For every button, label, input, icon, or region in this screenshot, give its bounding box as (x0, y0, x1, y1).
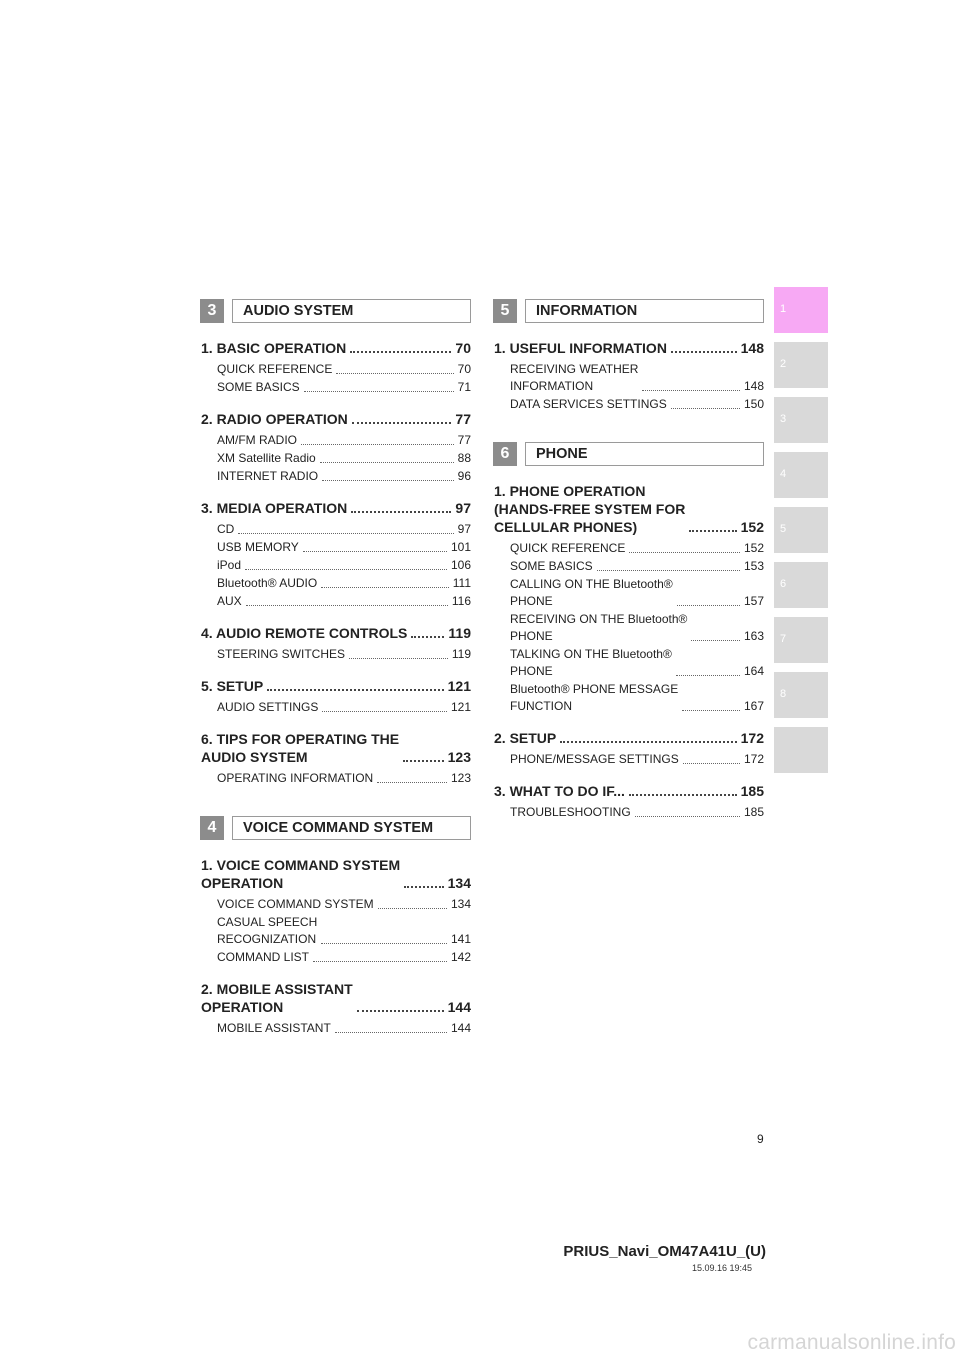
dot-leader (335, 1032, 447, 1033)
chapter-page: 148 (740, 340, 764, 356)
chapter-title: 2. SETUP (494, 730, 557, 746)
topic-title: CASUAL SPEECH RECOGNIZATION (217, 915, 318, 946)
section-title: AUDIO SYSTEM (243, 303, 354, 319)
topic-title: PHONE/MESSAGE SETTINGS (510, 752, 679, 766)
topic-title: SOME BASICS (510, 559, 593, 573)
section-number-badge: 4 (200, 816, 224, 840)
topic-title: USB MEMORY (217, 540, 299, 554)
topic-title: STEERING SWITCHES (217, 647, 346, 661)
section-title-box (232, 816, 471, 840)
chapter-entry[interactable] (493, 782, 764, 800)
topic-entry[interactable] (510, 361, 764, 395)
section-tab-blank[interactable] (774, 727, 828, 773)
topic-page: 164 (743, 664, 764, 678)
chapter-title: 6. TIPS FOR OPERATING THE AUDIO SYSTEM (201, 731, 400, 765)
chapter-title: 3. WHAT TO DO IF... (494, 783, 625, 799)
topic-title: DATA SERVICES SETTINGS (510, 397, 667, 411)
section-spacer (200, 788, 471, 816)
topic-page: 185 (743, 805, 764, 819)
topic-title: RECEIVING WEATHER INFORMATION (510, 362, 639, 393)
dot-leader (304, 391, 454, 392)
dot-leader (689, 530, 736, 532)
dot-leader (303, 551, 447, 552)
topic-entry[interactable] (510, 804, 764, 821)
section-tab-5[interactable] (774, 507, 828, 553)
topic-title: INTERNET RADIO (217, 469, 319, 483)
dot-leader (629, 794, 737, 796)
topic-page: 134 (450, 897, 471, 911)
dot-leader (321, 943, 447, 944)
topic-entry[interactable] (510, 646, 764, 680)
section-tab-3[interactable] (774, 397, 828, 443)
tab-number: 5 (780, 523, 787, 535)
section-tab-1[interactable] (774, 287, 828, 333)
topic-entry[interactable] (217, 1020, 471, 1037)
topic-entry[interactable] (217, 361, 471, 378)
chapter-page: 134 (447, 875, 471, 891)
topic-entry[interactable] (510, 396, 764, 413)
topic-page: 163 (743, 629, 764, 643)
section-title-box (525, 299, 764, 323)
section-number-badge: 6 (493, 442, 517, 466)
topic-title: VOICE COMMAND SYSTEM (217, 897, 374, 911)
dot-leader (313, 961, 447, 962)
topic-title: OPERATING INFORMATION (217, 771, 374, 785)
topic-page: 153 (743, 559, 764, 573)
topic-entry[interactable] (217, 379, 471, 396)
section-title-box (232, 299, 471, 323)
topic-page: 119 (451, 647, 471, 661)
chapter-entry[interactable] (493, 482, 764, 536)
topic-entry[interactable] (217, 539, 471, 556)
topic-page: 152 (743, 541, 764, 555)
chapter-title: 1. BASIC OPERATION (201, 340, 347, 356)
section-number-badge: 3 (200, 299, 224, 323)
chapter-entry[interactable] (200, 410, 471, 428)
dot-leader (321, 587, 449, 588)
dot-leader (677, 605, 740, 606)
topic-page: 77 (457, 433, 471, 447)
topic-entry[interactable] (217, 575, 471, 592)
toc-column-right (493, 299, 764, 822)
chapter-entry[interactable] (200, 499, 471, 517)
topic-entry[interactable] (510, 540, 764, 557)
topic-page: 172 (743, 752, 764, 766)
dot-leader (411, 636, 444, 638)
topic-title: iPod (217, 558, 242, 572)
chapter-page: 185 (740, 783, 764, 799)
section-tab-8[interactable] (774, 672, 828, 718)
dot-leader (403, 760, 444, 762)
dot-leader (267, 689, 443, 691)
topic-title: MOBILE ASSISTANT (217, 1021, 331, 1035)
topic-title: SOME BASICS (217, 380, 300, 394)
chapter-title: 1. VOICE COMMAND SYSTEM OPERATION (201, 857, 401, 891)
dot-leader (635, 816, 740, 817)
topic-page: 116 (451, 594, 471, 608)
topic-page: 71 (457, 380, 471, 394)
chapter-title: 4. AUDIO REMOTE CONTROLS (201, 625, 408, 641)
topic-title: CALLING ON THE Bluetooth® PHONE (510, 577, 673, 608)
section-tab-4[interactable] (774, 452, 828, 498)
chapter-page: 144 (447, 999, 471, 1015)
chapter-title: 2. RADIO OPERATION (201, 411, 348, 427)
dot-leader (671, 351, 737, 353)
topic-title: XM Satellite Radio (217, 451, 316, 465)
dot-leader (691, 640, 740, 641)
topic-page: 96 (457, 469, 471, 483)
topic-page: 142 (450, 950, 471, 964)
topic-entry[interactable] (217, 468, 471, 485)
dot-leader (320, 462, 454, 463)
dot-leader (352, 422, 452, 424)
chapter-entry[interactable] (200, 339, 471, 357)
topic-entry[interactable] (217, 432, 471, 449)
topic-title: AUDIO SETTINGS (217, 700, 319, 714)
topic-title: CD (217, 522, 235, 536)
topic-title: QUICK REFERENCE (217, 362, 333, 376)
section-spacer (493, 414, 764, 442)
chapter-page: 97 (455, 500, 471, 516)
topic-entry[interactable] (217, 896, 471, 913)
topic-page: 97 (457, 522, 471, 536)
topic-title: TROUBLESHOOTING (510, 805, 631, 819)
topic-entry[interactable] (510, 576, 764, 610)
dot-leader (357, 1010, 444, 1012)
chapter-entry[interactable] (493, 729, 764, 747)
dot-leader (597, 570, 740, 571)
section-tabs (774, 287, 828, 782)
dot-leader (349, 658, 448, 659)
topic-entry[interactable] (217, 914, 471, 948)
tab-number: 8 (780, 688, 787, 700)
topic-page: 167 (743, 699, 764, 713)
dot-leader (322, 480, 454, 481)
tab-number: 1 (780, 303, 787, 315)
section-header (200, 299, 471, 323)
topic-page: 70 (457, 362, 471, 376)
section-number-badge: 5 (493, 299, 517, 323)
dot-leader (682, 710, 740, 711)
tab-number: 4 (780, 468, 787, 480)
chapter-title: 1. PHONE OPERATION (HANDS-FREE SYSTEM FOR CELLULAR PHONES) (494, 483, 686, 535)
topic-entry[interactable] (217, 593, 471, 610)
topic-title: AUX (217, 594, 242, 608)
page-number: 9 (757, 1132, 764, 1146)
tab-number: 3 (780, 413, 787, 425)
section-header (493, 442, 764, 466)
section-header (200, 816, 471, 840)
dot-leader (351, 511, 451, 513)
topic-title: RECEIVING ON THE Bluetooth® PHONE (510, 612, 688, 643)
topic-entry[interactable] (217, 450, 471, 467)
section-tab-2[interactable] (774, 342, 828, 388)
tab-number: 2 (780, 358, 787, 370)
section-title: INFORMATION (536, 303, 638, 319)
tab-number: 6 (780, 578, 787, 590)
topic-entry[interactable] (217, 521, 471, 538)
topic-title: COMMAND LIST (217, 950, 310, 964)
document-timestamp: 15.09.16 19:45 (691, 1263, 752, 1273)
toc-column-left (200, 299, 471, 1038)
chapter-title: 2. MOBILE ASSISTANT OPERATION (201, 981, 353, 1015)
dot-leader (671, 408, 740, 409)
topic-entry[interactable] (217, 949, 471, 966)
dot-leader (245, 569, 447, 570)
topic-page: 88 (457, 451, 471, 465)
chapter-entry[interactable] (493, 339, 764, 357)
dot-leader (676, 675, 740, 676)
document-code: PRIUS_Navi_OM47A41U_(U) (563, 1243, 766, 1260)
topic-entry[interactable] (217, 770, 471, 787)
topic-page: 101 (450, 540, 471, 554)
topic-title: Bluetooth® PHONE MESSAGE FUNCTION (510, 682, 679, 713)
dot-leader (377, 782, 447, 783)
dot-leader (683, 763, 740, 764)
topic-entry[interactable] (510, 681, 764, 715)
chapter-title: 5. SETUP (201, 678, 264, 694)
dot-leader (642, 390, 740, 391)
topic-entry[interactable] (510, 611, 764, 645)
chapter-page: 172 (740, 730, 764, 746)
chapter-page: 152 (740, 519, 764, 535)
topic-entry[interactable] (217, 557, 471, 574)
section-header (493, 299, 764, 323)
topic-page: 111 (452, 576, 471, 590)
chapter-page: 123 (447, 749, 471, 765)
dot-leader (378, 908, 447, 909)
section-title-box (525, 442, 764, 466)
section-tab-7[interactable] (774, 617, 828, 663)
chapter-page: 77 (455, 411, 471, 427)
topic-title: QUICK REFERENCE (510, 541, 626, 555)
dot-leader (322, 711, 447, 712)
topic-page: 150 (743, 397, 764, 411)
topic-page: 148 (743, 379, 764, 393)
chapter-entry[interactable] (200, 677, 471, 695)
dot-leader (629, 552, 740, 553)
topic-entry[interactable] (217, 646, 471, 663)
chapter-entry[interactable] (200, 730, 471, 766)
dot-leader (350, 351, 451, 353)
topic-page: 141 (450, 932, 471, 946)
dot-leader (238, 533, 453, 534)
chapter-entry[interactable] (200, 624, 471, 642)
topic-page: 157 (743, 594, 764, 608)
dot-leader (246, 605, 448, 606)
chapter-entry[interactable] (200, 856, 471, 892)
topic-page: 144 (450, 1021, 471, 1035)
chapter-title: 1. USEFUL INFORMATION (494, 340, 667, 356)
topic-title: Bluetooth® AUDIO (217, 576, 318, 590)
topic-entry[interactable] (217, 699, 471, 716)
chapter-entry[interactable] (200, 980, 471, 1016)
chapter-title: 3. MEDIA OPERATION (201, 500, 348, 516)
topic-entry[interactable] (510, 558, 764, 575)
dot-leader (336, 373, 453, 374)
dot-leader (560, 741, 736, 743)
topic-page: 121 (450, 700, 471, 714)
topic-title: TALKING ON THE Bluetooth® PHONE (510, 647, 672, 678)
chapter-page: 121 (447, 678, 471, 694)
topic-page: 123 (450, 771, 471, 785)
tab-number: 7 (780, 633, 787, 645)
chapter-page: 70 (455, 340, 471, 356)
topic-title: AM/FM RADIO (217, 433, 297, 447)
chapter-page: 119 (448, 625, 471, 641)
dot-leader (404, 886, 444, 888)
section-title: PHONE (536, 446, 588, 462)
section-title: VOICE COMMAND SYSTEM (243, 820, 434, 836)
dot-leader (301, 444, 454, 445)
section-tab-6[interactable] (774, 562, 828, 608)
watermark: carmanualsonline.info (747, 1331, 956, 1354)
topic-page: 106 (450, 558, 471, 572)
topic-entry[interactable] (510, 751, 764, 768)
